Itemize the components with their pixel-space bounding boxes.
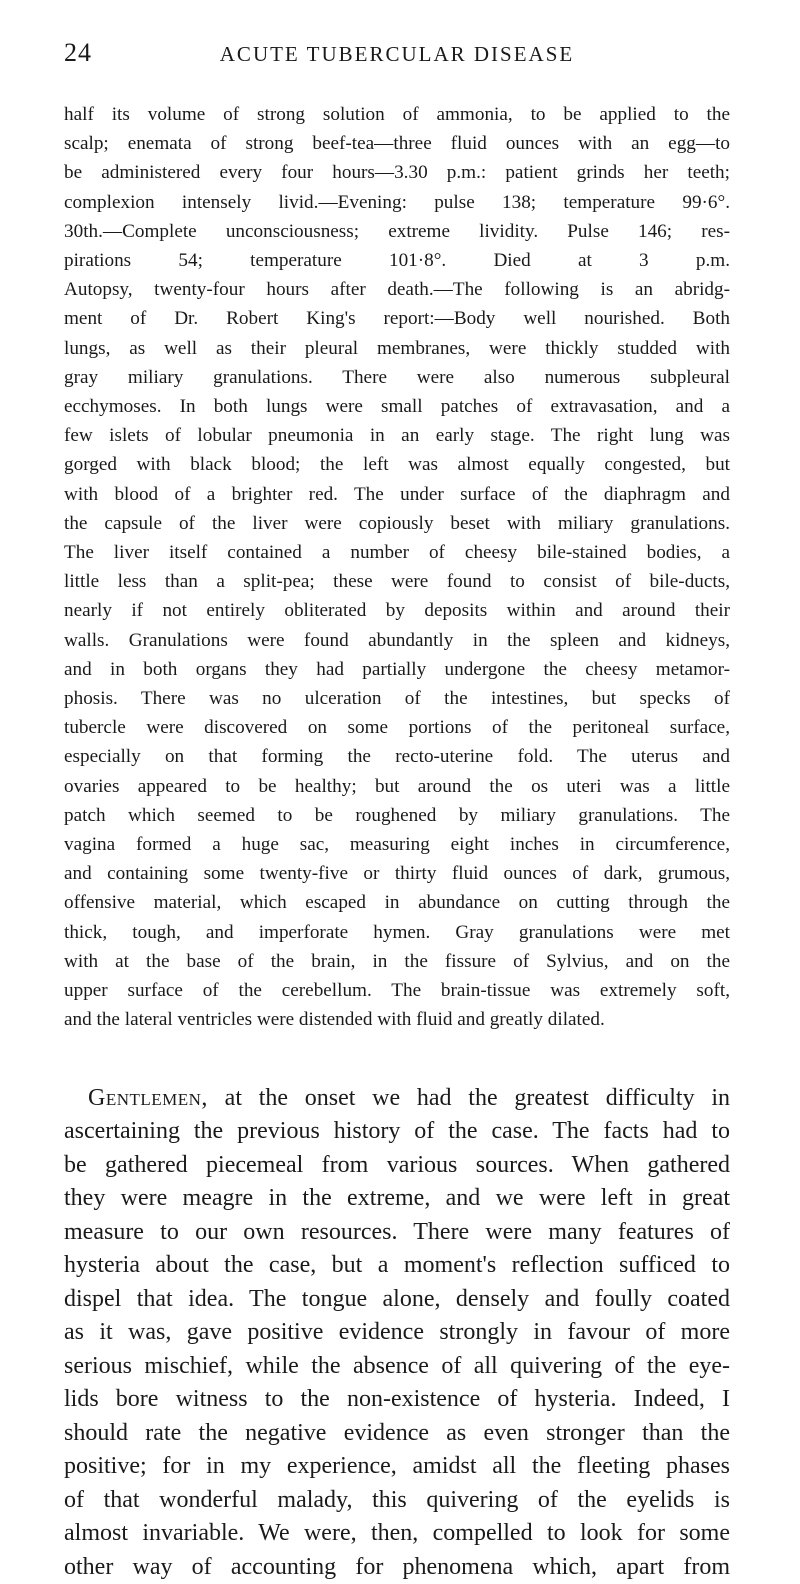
case-report-line: the capsule of the liver were copiously beset with miliary granulations.: [64, 509, 730, 538]
lecture-line: almost invariable. We were, then, compelled to look for some: [64, 1517, 730, 1551]
case-report-line: patch which seemed to be roughened by miliary granulations. The: [64, 801, 730, 830]
case-report-line: and in both organs they had partially undergone the cheesy metamor-: [64, 655, 730, 684]
case-report-line: complexion intensely livid.—Evening: pulse 138; temperature 99·6°.: [64, 188, 730, 217]
lecture-first-line: [64, 1082, 730, 1116]
lecture-line: measure to our own resources. There were many features of: [64, 1216, 730, 1250]
case-report-line: with blood of a brighter red. The under surface of the diaphragm and: [64, 480, 730, 509]
lecture-text: [64, 1082, 730, 1584]
case-report-line: pirations 54; temperature 101·8°. Died at 3 p.m.: [64, 246, 730, 275]
case-report-line: tubercle were discovered on some portions of the peritoneal surface,: [64, 713, 730, 742]
case-report-line: and the lateral ventricles were distended with fluid and greatly dilated.: [64, 1005, 730, 1034]
case-report-line: gray miliary granulations. There were also numerous subpleural: [64, 363, 730, 392]
case-report-line: gorged with black blood; the left was almost equally congested, but: [64, 450, 730, 479]
case-report-line: be administered every four hours—3.30 p.m.: patient grinds her teeth;: [64, 158, 730, 187]
lecture-line: of that wonderful malady, this quivering of the eyelids is: [64, 1484, 730, 1518]
case-report-line: vagina formed a huge sac, measuring eight inches in circumference,: [64, 830, 730, 859]
case-report-line: thick, tough, and imperforate hymen. Gray granulations were met: [64, 918, 730, 947]
running-head: [64, 38, 730, 82]
case-report-line: nearly if not entirely obliterated by deposits within and around their: [64, 596, 730, 625]
page-number: 24: [64, 38, 92, 68]
case-report-line: ecchymoses. In both lungs were small patches of extravasation, and a: [64, 392, 730, 421]
first-line-rest: at the onset we had the greatest difficulty in: [208, 1085, 730, 1111]
case-report-line: lungs, as well as their pleural membranes, were thickly studded with: [64, 334, 730, 363]
running-title: ACUTE TUBERCULAR DISEASE: [64, 42, 730, 67]
case-report-line: offensive material, which escaped in abundance on cutting through the: [64, 888, 730, 917]
lecture-line: should rate the negative evidence as even stronger than the: [64, 1417, 730, 1451]
case-report-text: [64, 100, 730, 1035]
lecture-line: hysteria about the case, but a moment's reflection sufficed to: [64, 1249, 730, 1283]
case-report-line: few islets of lobular pneumonia in an early stage. The right lung was: [64, 421, 730, 450]
section-gap: [64, 1035, 730, 1082]
case-report-line: scalp; enemata of strong beef-tea—three fluid ounces with an egg—to: [64, 129, 730, 158]
case-report-line: The liver itself contained a number of cheesy bile-stained bodies, a: [64, 538, 730, 567]
case-report-line: phosis. There was no ulceration of the intestines, but specks of: [64, 684, 730, 713]
case-report-line: half its volume of strong solution of ammonia, to be applied to the: [64, 100, 730, 129]
lecture-line: ascertaining the previous history of the case. The facts had to: [64, 1115, 730, 1149]
opening-word: Gentlemen,: [88, 1085, 208, 1111]
case-report-line: and containing some twenty-five or thirty fluid ounces of dark, grumous,: [64, 859, 730, 888]
case-report-line: ovaries appeared to be healthy; but around the os uteri was a little: [64, 772, 730, 801]
lecture-line: other way of accounting for phenomena which, apart from: [64, 1551, 730, 1584]
case-report-line: little less than a split-pea; these were found to consist of bile-ducts,: [64, 567, 730, 596]
case-report-line: with at the base of the brain, in the fissure of Sylvius, and on the: [64, 947, 730, 976]
case-report-line: 30th.—Complete unconsciousness; extreme lividity. Pulse 146; res-: [64, 217, 730, 246]
case-report-line: upper surface of the cerebellum. The brain-tissue was extremely soft,: [64, 976, 730, 1005]
lecture-line: positive; for in my experience, amidst all the fleeting phases: [64, 1450, 730, 1484]
lecture-line: dispel that idea. The tongue alone, densely and foully coated: [64, 1283, 730, 1317]
case-report-line: especially on that forming the recto-uterine fold. The uterus and: [64, 742, 730, 771]
lecture-line: serious mischief, while the absence of all quivering of the eye-: [64, 1350, 730, 1384]
lecture-line: be gathered piecemeal from various sources. When gathered: [64, 1149, 730, 1183]
lecture-line: as it was, gave positive evidence strongly in favour of more: [64, 1316, 730, 1350]
lecture-line: they were meagre in the extreme, and we were left in great: [64, 1182, 730, 1216]
case-report-line: ment of Dr. Robert King's report:—Body well nourished. Both: [64, 304, 730, 333]
case-report-line: walls. Granulations were found abundantly in the spleen and kidneys,: [64, 626, 730, 655]
lecture-line: lids bore witness to the non-existence of hysteria. Indeed, I: [64, 1383, 730, 1417]
case-report-line: Autopsy, twenty-four hours after death.—The following is an abridg-: [64, 275, 730, 304]
